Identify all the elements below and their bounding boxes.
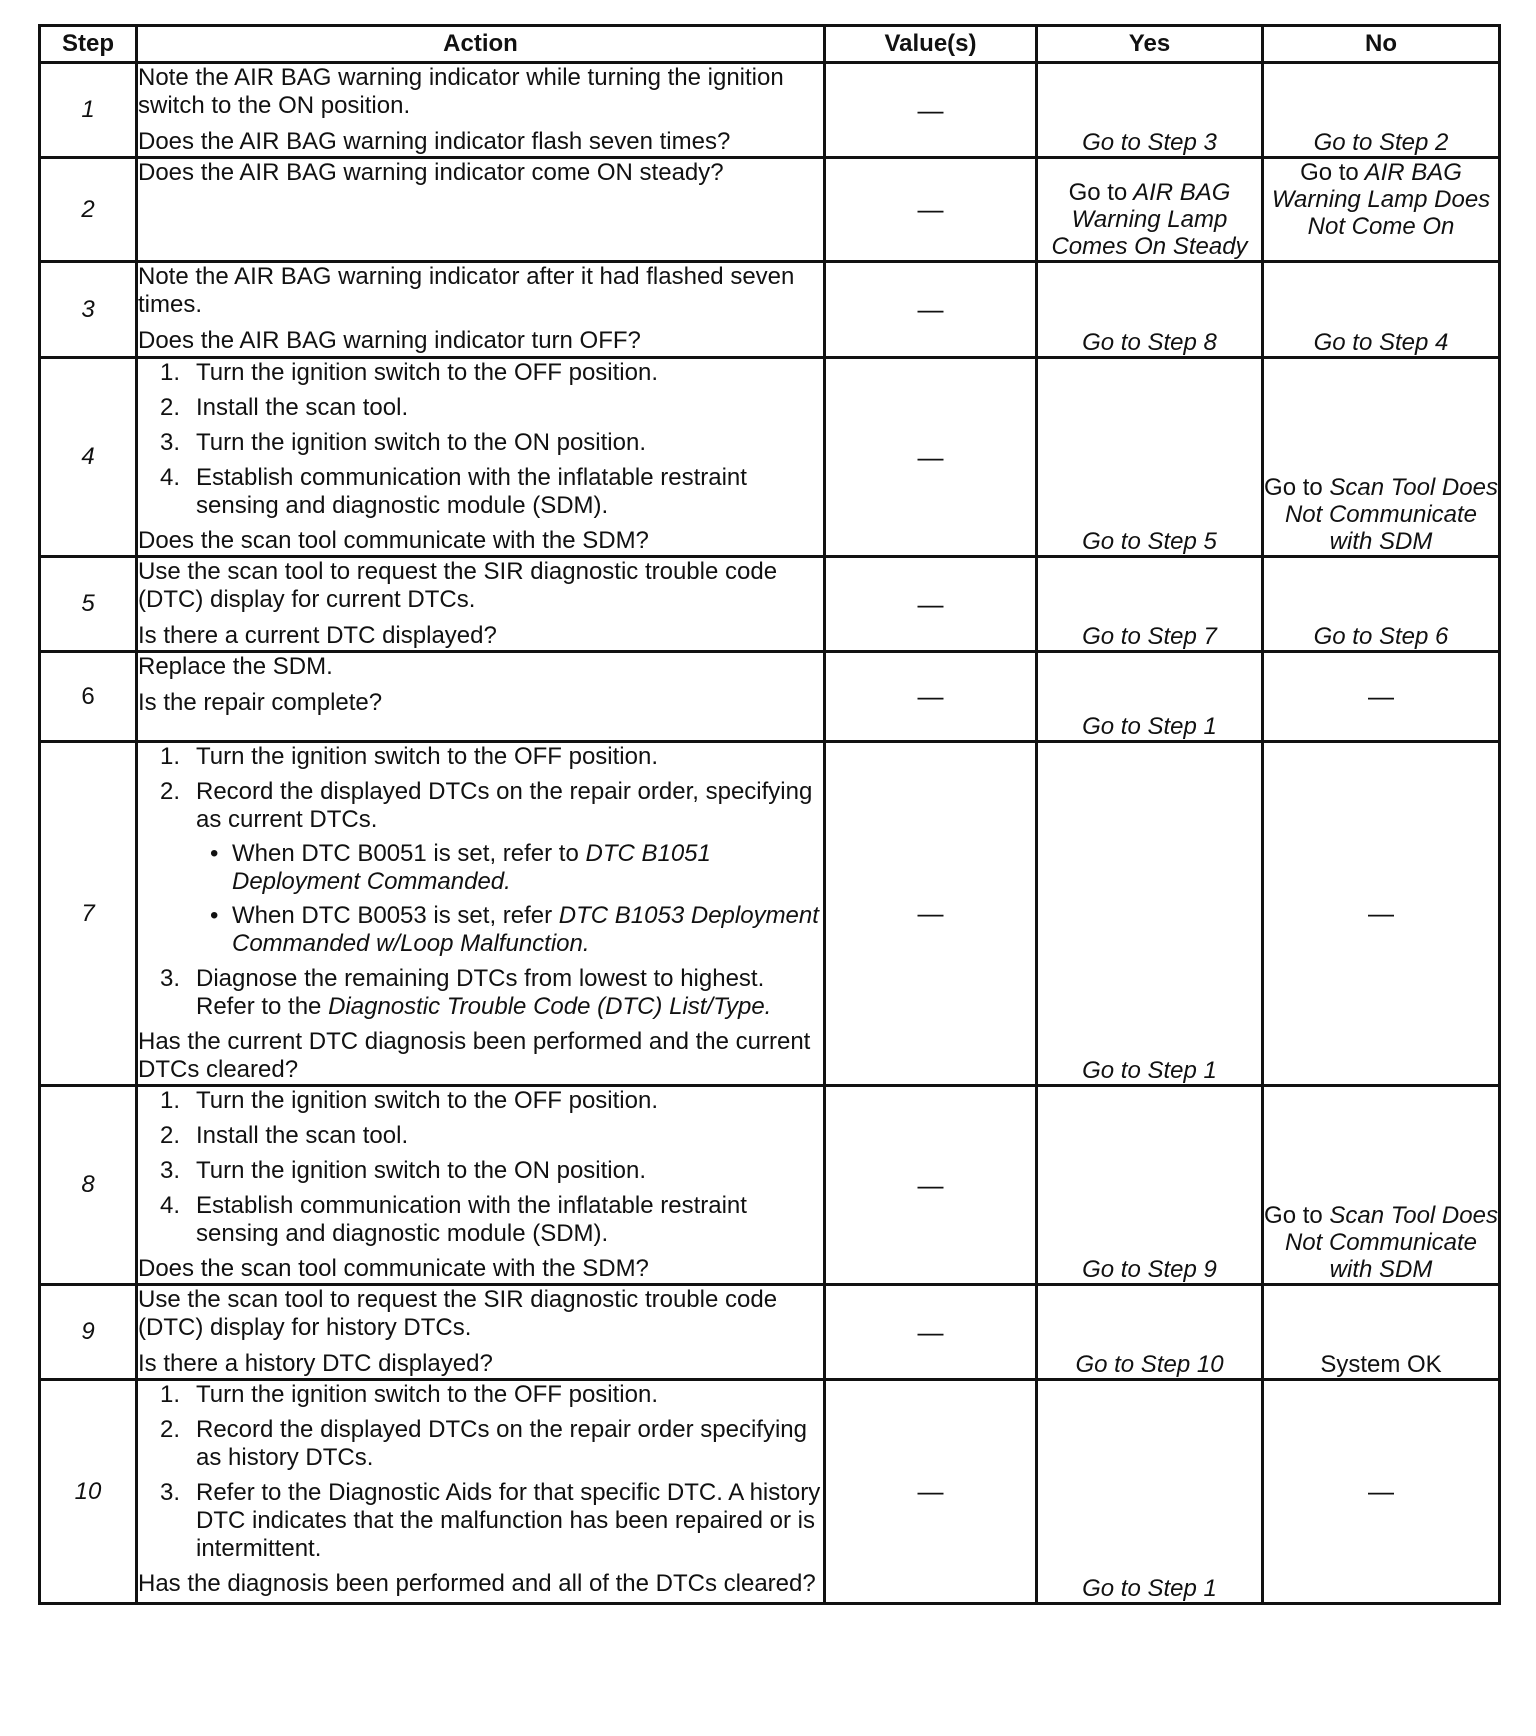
no-cell: Go to Step 2 [1263, 63, 1500, 158]
table-row [40, 262, 1500, 358]
table-row [40, 358, 1500, 557]
no-cell: Go to Step 4 [1263, 262, 1500, 358]
action-bullet: • When DTC B0051 is set, refer to DTC B1051 Deployment Commanded. [196, 840, 823, 896]
action-steps [138, 1381, 823, 1563]
step-number: 7 [40, 742, 137, 1086]
action-step: 3. Diagnose the remaining DTCs from lowest to highest. Refer to the Diagnostic Trouble Code (DTC) List/Type. [160, 965, 772, 1020]
action-cell [137, 358, 825, 557]
action-question: Does the AIR BAG warning indicator come ON steady? [138, 159, 724, 186]
action-step: 2. Install the scan tool. [160, 1122, 409, 1149]
no-cell: — [1263, 652, 1500, 742]
yes-cell: Go to Step 8 [1037, 262, 1263, 358]
table-row [40, 1086, 1500, 1285]
reference-link[interactable]: DTC B1053 Deployment Commanded w/Loop Malfunction. [232, 902, 819, 957]
no-cell [1263, 1086, 1500, 1285]
value-cell: — [825, 1285, 1037, 1380]
action-steps [138, 743, 823, 1021]
action-step: 3. Turn the ignition switch to the ON position. [160, 1157, 646, 1184]
action-step: 3. Turn the ignition switch to the ON position. [160, 429, 646, 456]
action-text: Use the scan tool to request the SIR diagnostic trouble code (DTC) display for history DTCs. [138, 1286, 778, 1341]
step-number: 1 [40, 63, 137, 158]
step-number: 3 [40, 262, 137, 358]
value-cell: — [825, 1086, 1037, 1285]
step-number: 8 [40, 1086, 137, 1285]
action-question: Does the AIR BAG warning indicator flash seven times? [138, 128, 731, 155]
step-number: 5 [40, 557, 137, 652]
action-step: 3. Refer to the Diagnostic Aids for that specific DTC. A history DTC indicates that the malfunction has been repaired or is intermittent. [160, 1479, 821, 1562]
action-step: 1. Turn the ignition switch to the OFF position. [160, 743, 658, 770]
action-bullets [196, 840, 823, 958]
action-steps [138, 359, 823, 520]
header-step: Step [40, 26, 137, 63]
yes-cell: Go to Step 7 [1037, 557, 1263, 652]
step-number: 2 [40, 158, 137, 262]
action-step: 4. Establish communication with the inflatable restraint sensing and diagnostic module (SDM). [160, 464, 747, 519]
no-link[interactable]: Scan Tool Does Not Communicate with SDM [1284, 474, 1498, 555]
action-cell [137, 1285, 825, 1380]
yes-cell: Go to Step 1 [1037, 1380, 1263, 1604]
table-row [40, 1380, 1500, 1604]
yes-prefix: Go to [1068, 179, 1128, 206]
action-question: Is there a history DTC displayed? [138, 1350, 493, 1377]
no-prefix: Go to [1300, 159, 1359, 186]
step-number: 4 [40, 358, 137, 557]
header-no: No [1263, 26, 1500, 63]
value-cell: — [825, 557, 1037, 652]
no-cell [1263, 158, 1500, 262]
yes-cell: Go to Step 1 [1037, 652, 1263, 742]
action-step: 1. Turn the ignition switch to the OFF position. [160, 1087, 658, 1114]
action-cell [137, 262, 825, 358]
action-question: Does the AIR BAG warning indicator turn OFF? [138, 327, 641, 354]
value-cell: — [825, 1380, 1037, 1604]
action-question: Is the repair complete? [138, 689, 383, 716]
step-number: 9 [40, 1285, 137, 1380]
header-action: Action [137, 26, 825, 63]
action-cell [137, 557, 825, 652]
action-cell [137, 1380, 825, 1604]
no-cell: — [1263, 1380, 1500, 1604]
action-cell [137, 652, 825, 742]
header-row [40, 26, 1500, 63]
action-step: 2. Record the displayed DTCs on the repair order specifying as history DTCs. [160, 1416, 807, 1471]
yes-cell [1037, 158, 1263, 262]
no-cell: Go to Step 6 [1263, 557, 1500, 652]
action-step: 1. Turn the ignition switch to the OFF position. [160, 1381, 658, 1408]
no-cell: — [1263, 742, 1500, 1086]
action-question: Does the scan tool communicate with the SDM? [138, 1255, 649, 1282]
yes-cell: Go to Step 10 [1037, 1285, 1263, 1380]
action-text: Note the AIR BAG warning indicator after it had flashed seven times. [138, 263, 795, 318]
value-cell: — [825, 742, 1037, 1086]
value-cell: — [825, 158, 1037, 262]
header-yes: Yes [1037, 26, 1263, 63]
value-cell: — [825, 358, 1037, 557]
table-row [40, 158, 1500, 262]
step-number: 10 [40, 1380, 137, 1604]
action-question: Has the diagnosis been performed and all of the DTCs cleared? [138, 1570, 816, 1597]
action-step: 2. Record the displayed DTCs on the repair order, specifying as current DTCs. • When DTC B0051 is set, refer to DTC B1051 Deployment Commanded. • When DTC B0053 is set, refer DTC B1053 Deployment Commanded w/Loop Malfunction. [138, 778, 823, 958]
yes-cell: Go to Step 9 [1037, 1086, 1263, 1285]
action-question: Does the scan tool communicate with the SDM? [138, 527, 649, 554]
action-step: 2. Install the scan tool. [160, 394, 409, 421]
action-question: Has the current DTC diagnosis been performed and the current DTCs cleared? [138, 1028, 811, 1083]
yes-cell: Go to Step 5 [1037, 358, 1263, 557]
yes-cell: Go to Step 1 [1037, 742, 1263, 1086]
no-cell [1263, 358, 1500, 557]
step-number: 6 [40, 652, 137, 742]
action-question: Is there a current DTC displayed? [138, 622, 497, 649]
diagnostic-table [38, 24, 1501, 1605]
table-row [40, 63, 1500, 158]
no-link[interactable]: AIR BAG Warning Lamp Does Not Come On [1271, 159, 1491, 240]
action-steps [138, 1087, 823, 1248]
value-cell: — [825, 262, 1037, 358]
no-link[interactable]: Scan Tool Does Not Communicate with SDM [1284, 1202, 1498, 1283]
no-prefix: Go to [1264, 1202, 1323, 1229]
table-row [40, 557, 1500, 652]
action-text: Use the scan tool to request the SIR diagnostic trouble code (DTC) display for current DTCs. [138, 558, 778, 613]
reference-link[interactable]: DTC B1051 Deployment Commanded. [232, 840, 711, 895]
header-values: Value(s) [825, 26, 1037, 63]
action-cell [137, 1086, 825, 1285]
no-cell: System OK [1263, 1285, 1500, 1380]
yes-cell: Go to Step 3 [1037, 63, 1263, 158]
action-bullet: • When DTC B0053 is set, refer DTC B1053 Deployment Commanded w/Loop Malfunction. [196, 902, 823, 958]
yes-link[interactable]: AIR BAG Warning Lamp Comes On Steady [1051, 179, 1248, 260]
table-row [40, 652, 1500, 742]
action-text: Note the AIR BAG warning indicator while turning the ignition switch to the ON position. [138, 64, 784, 119]
action-cell [137, 63, 825, 158]
action-step: 4. Establish communication with the inflatable restraint sensing and diagnostic module (SDM). [160, 1192, 747, 1247]
reference-link[interactable]: Diagnostic Trouble Code (DTC) List/Type. [328, 993, 772, 1020]
table-row [40, 1285, 1500, 1380]
action-cell [137, 742, 825, 1086]
table-row [40, 742, 1500, 1086]
action-step: 1. Turn the ignition switch to the OFF position. [160, 359, 658, 386]
action-cell [137, 158, 825, 262]
value-cell: — [825, 63, 1037, 158]
action-text: Replace the SDM. [138, 653, 333, 680]
no-prefix: Go to [1264, 474, 1323, 501]
value-cell: — [825, 652, 1037, 742]
